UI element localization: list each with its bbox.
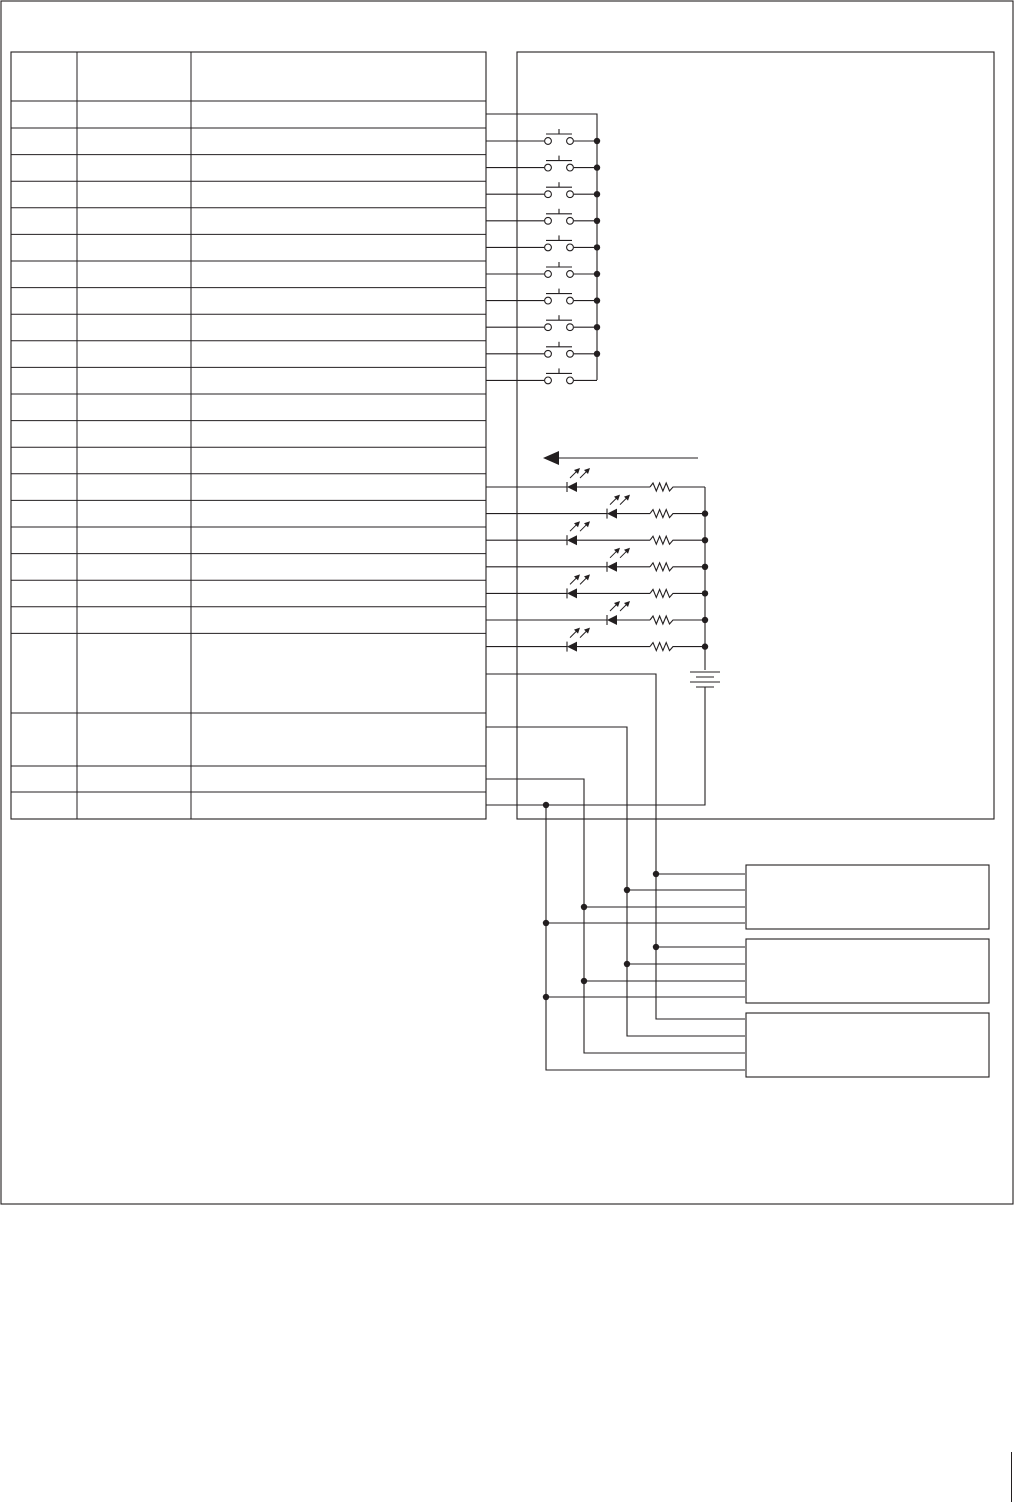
push-switch-icon [486,368,597,383]
switch-contact [567,324,574,331]
led-icon [486,468,705,492]
junction-dot [624,961,630,967]
switch-contact [567,217,574,224]
led-icon [486,601,708,625]
led-diode-triangle [567,482,577,492]
push-switch-icon [486,156,600,171]
led-diode-triangle [607,562,617,572]
switch-contact [567,244,574,251]
push-switch-icon [486,235,600,250]
resistor-icon [650,563,705,571]
led-diode-triangle [567,535,577,545]
ext-wire-d [546,805,745,1070]
resistor-icon [650,589,705,597]
junction-dot [594,164,600,170]
junction-dot [594,271,600,277]
external-device-box [746,865,989,929]
switch-contact [545,217,552,224]
switch-contact [545,271,552,278]
resistor-icon [650,483,705,491]
switch-contact [567,138,574,145]
junction-dot [594,191,600,197]
switch-contact [545,377,552,384]
junction-dot [581,978,587,984]
page-edge-rule [1011,1452,1012,1502]
switch-contact [545,164,552,171]
junction-dot [594,351,600,357]
arrow-head [543,451,559,465]
junction-dot [581,904,587,910]
junction-dot [653,871,659,877]
led-icon [486,574,708,598]
junction-dot [653,944,659,950]
external-device-box [746,1013,989,1077]
led-icon [486,548,708,572]
led-diode-triangle [607,509,617,519]
external-device-group [746,865,989,1077]
push-switch-icon [486,209,600,224]
switch-contact [567,164,574,171]
battery-ground-wire [486,687,705,805]
junction-dot [594,218,600,224]
junction-dot [594,297,600,303]
switch-contact [567,377,574,384]
resistor-icon [650,510,705,518]
external-device-box [746,939,989,1003]
led-icon [486,521,708,545]
pin-table-frame [11,52,486,819]
led-group [486,468,708,670]
switch-contact [545,244,552,251]
switch-contact [567,297,574,304]
resistor-icon [650,643,705,651]
switch-contact [545,191,552,198]
led-diode-triangle [607,615,617,625]
ext-wire-b [486,727,745,1036]
switch-contact [567,350,574,357]
junction-dot [594,138,600,144]
switch-contact [567,271,574,278]
output-arrow-icon [543,451,698,465]
led-icon [486,495,708,519]
led-diode-triangle [567,642,577,652]
external-wiring [486,674,745,1070]
battery-icon [486,672,720,805]
resistor-icon [650,536,705,544]
junction-dot [624,887,630,893]
push-switch-icon [486,289,600,304]
push-switch-icon [486,129,600,144]
push-switch-icon [486,315,600,330]
switch-contact [545,324,552,331]
led-diode-triangle [567,588,577,598]
switch-contact [545,138,552,145]
junction-dot [543,920,549,926]
pin-table [11,52,486,819]
led-icon [486,628,708,652]
push-switch-icon [486,342,600,357]
junction-dot [594,244,600,250]
switch-contact [545,297,552,304]
ext-wire-c [486,779,745,1053]
junction-dot [594,324,600,330]
junction-dot [543,802,549,808]
switch-group [486,114,600,384]
switch-contact [567,191,574,198]
ext-wire-a [486,674,745,1019]
junction-dot [543,994,549,1000]
switch-contact [545,350,552,357]
push-switch-icon [486,262,600,277]
push-switch-icon [486,182,600,197]
resistor-icon [650,616,705,624]
